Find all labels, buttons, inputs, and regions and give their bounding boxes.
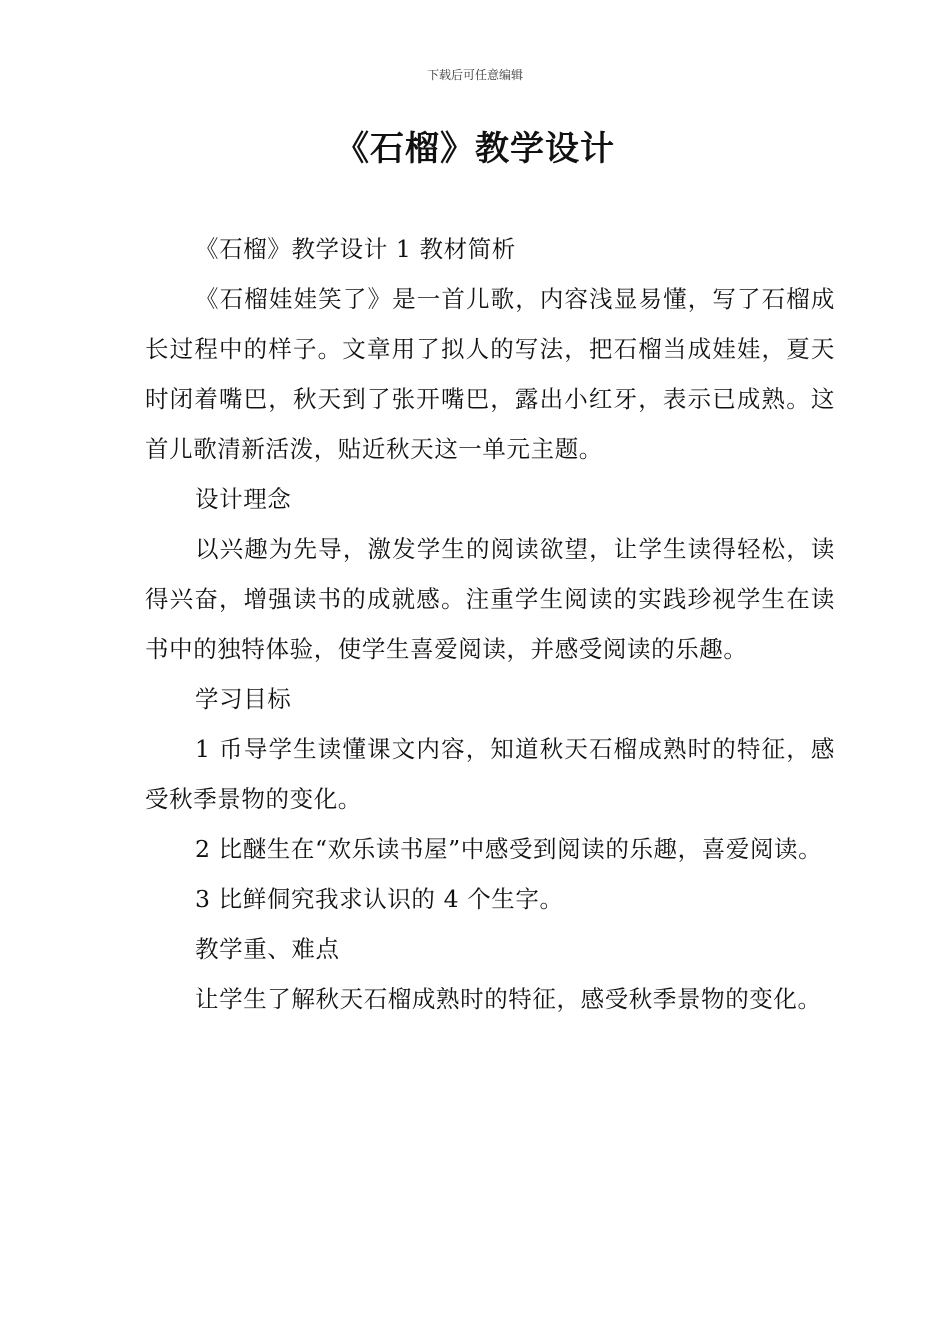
paragraph-design-concept: 以兴趣为先导，激发学生的阅读欲望，让学生读得轻松，读得兴奋，增强读书的成就感。注重学生阅读的实践珍视学生在读书中的独特体验，使学生喜爱阅读，并感受阅读的乐趣。 (145, 535, 835, 663)
paragraph-heading-key-points: 教学重、难点 (195, 935, 340, 963)
paragraph-materials-analysis: 《石榴娃娃笑了》是一首儿歌，内容浅显易懂，写了石榴成长过程中的样子。文章用了拟人的写法，把石榴当成娃娃，夏天时闭着嘴巴，秋天到了张开嘴巴，露出小红牙，表示已成熟。这首儿歌清新活泼，贴近秋天这一单元主题。 (145, 285, 835, 463)
paragraph-goal-2: 2 比醚生在“欢乐读书屋”中感受到阅读的乐趣，喜爱阅读。 (195, 835, 823, 863)
document-body (145, 224, 835, 1024)
paragraph-key-points: 让学生了解秋天石榴成熟时的特征，感受秋季景物的变化。 (195, 985, 822, 1013)
paragraph-goal-1: 1 币导学生读懂课文内容，知道秋天石榴成熟时的特征，感受秋季景物的变化。 (145, 735, 835, 813)
paragraph-section-heading-materials: 《石榴》教学设计 1 教材简析 (195, 235, 516, 263)
paragraph-heading-design-concept: 设计理念 (195, 485, 292, 513)
paragraph-heading-learning-goals: 学习目标 (195, 685, 292, 713)
document-title: 《石榴》教学设计 (335, 129, 615, 169)
header-note: 下载后可任意编辑 (426, 68, 523, 82)
paragraph-goal-3: 3 比鲜侗究我求认识的 4 个生字。 (195, 885, 564, 913)
